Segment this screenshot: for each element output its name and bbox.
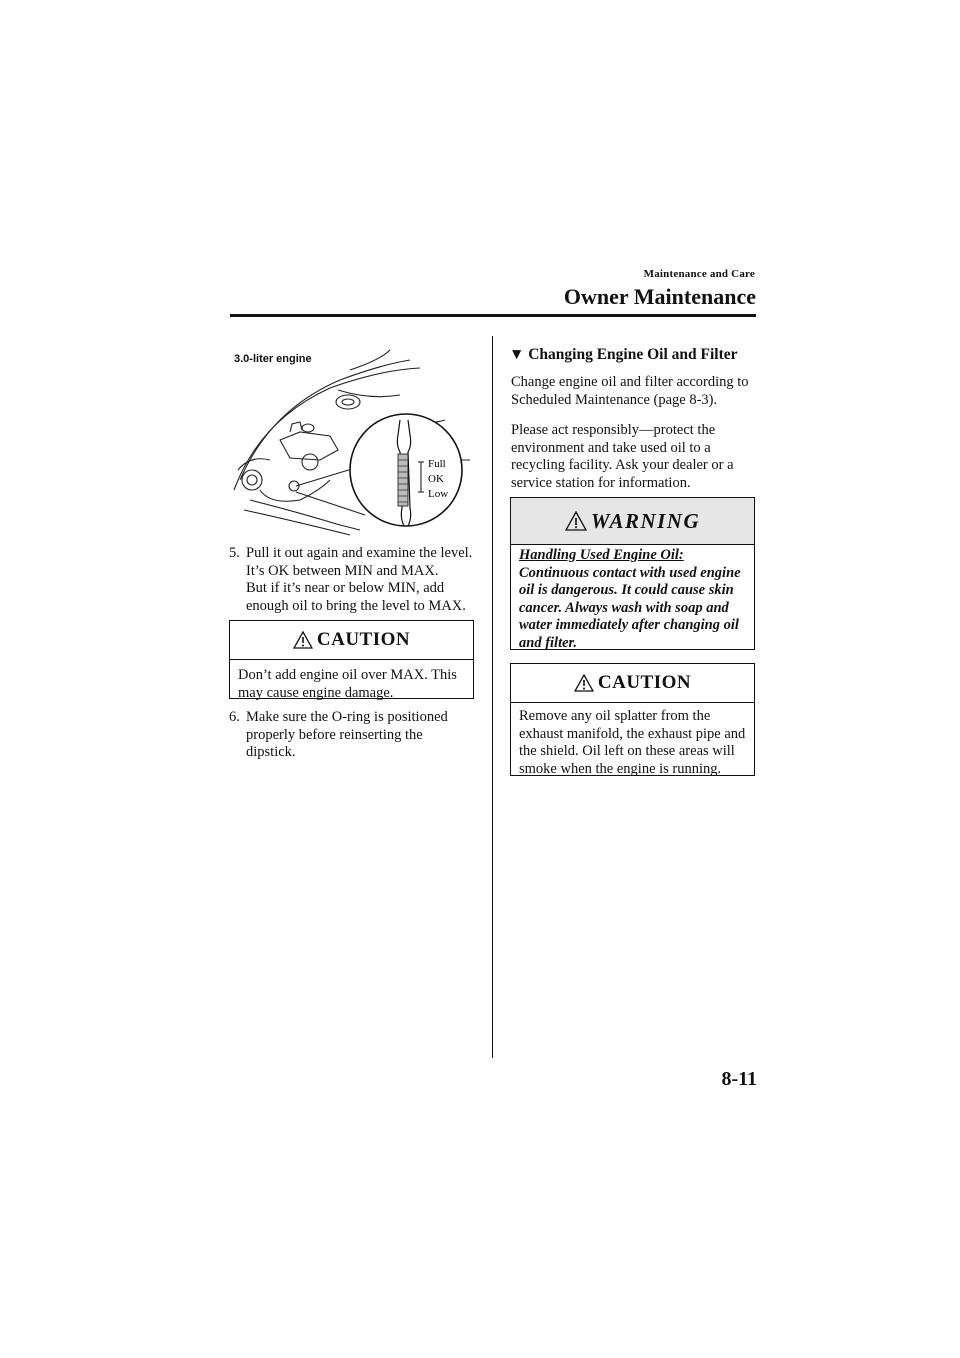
figure-caption: 3.0-liter engine	[234, 353, 312, 365]
warning-triangle-icon	[565, 511, 587, 531]
paragraph-environment	[511, 422, 761, 492]
warning-line: water immediately after changing oil	[519, 617, 739, 633]
column-divider	[492, 336, 493, 1058]
engine-illustration	[230, 340, 474, 540]
caution-body	[230, 660, 473, 712]
caution-line: the shield. Oil left on these areas will	[519, 743, 735, 759]
warning-triangle-icon	[293, 631, 313, 649]
label-ok: OK	[428, 473, 444, 485]
label-full: Full	[428, 458, 446, 470]
warning-line: cancer. Always wash with soap and	[519, 599, 729, 616]
caution-box	[510, 663, 755, 776]
warning-subheading: Handling Used Engine Oil:	[519, 547, 684, 563]
warning-title-text: WARNING	[590, 508, 701, 533]
warning-header	[511, 498, 754, 545]
para-line: Change engine oil and filter according to	[511, 374, 749, 390]
heading-text: Changing Engine Oil and Filter	[528, 346, 738, 363]
caution-line: may cause engine damage.	[238, 684, 394, 701]
caution-title	[293, 629, 410, 651]
chapter-title: Owner Maintenance	[563, 284, 756, 309]
step-line: enough oil to bring the level to MAX.	[246, 597, 466, 614]
warning-body	[511, 545, 754, 662]
para-line: environment and take used oil to a	[511, 439, 711, 456]
step-6	[229, 709, 489, 762]
para-line: recycling facility. Ask your dealer or a	[511, 457, 734, 473]
para-line: service station for information.	[511, 474, 691, 491]
step-line: But if it’s near or below MIN, add	[246, 580, 445, 596]
label-low: Low	[428, 488, 449, 500]
paragraph-schedule	[511, 374, 761, 409]
step-line: dipstick.	[246, 744, 296, 760]
para-line: Scheduled Maintenance (page 8-3).	[511, 391, 718, 408]
header-rule	[230, 314, 756, 317]
section-heading	[509, 346, 738, 364]
warning-triangle-icon	[574, 674, 594, 692]
caution-header	[230, 621, 473, 660]
step-5	[229, 545, 489, 615]
warning-line: oil is dangerous. It could cause skin	[519, 582, 734, 598]
caution-line: Remove any oil splatter from the	[519, 708, 711, 724]
warning-title	[565, 509, 700, 534]
step-number: 6.	[229, 709, 240, 725]
caution-line: smoke when the engine is running.	[519, 760, 722, 777]
step-line: Make sure the O-ring is positioned	[246, 709, 448, 725]
engine-figure	[230, 340, 474, 540]
para-line: Please act responsibly—protect the	[511, 422, 716, 438]
caution-title	[574, 672, 691, 694]
warning-line: Continuous contact with used engine	[519, 564, 741, 581]
step-line: properly before reinserting the	[246, 726, 423, 743]
heading-marker-icon: ▼	[509, 346, 525, 363]
section-title: Maintenance and Care	[643, 268, 755, 280]
caution-header	[511, 664, 754, 703]
caution-body	[511, 703, 754, 788]
warning-line: and filter.	[519, 634, 578, 651]
warning-box	[510, 497, 755, 650]
step-number: 5.	[229, 545, 240, 561]
caution-title-text: CAUTION	[597, 672, 692, 693]
step-line: Pull it out again and examine the level.	[246, 545, 473, 561]
caution-box	[229, 620, 474, 699]
page-number: 8-11	[721, 1068, 757, 1090]
caution-line: exhaust manifold, the exhaust pipe and	[519, 725, 746, 742]
caution-line: Don’t add engine oil over MAX. This	[238, 667, 457, 683]
caution-title-text: CAUTION	[316, 629, 411, 650]
step-line: It’s OK between MIN and MAX.	[246, 562, 439, 579]
